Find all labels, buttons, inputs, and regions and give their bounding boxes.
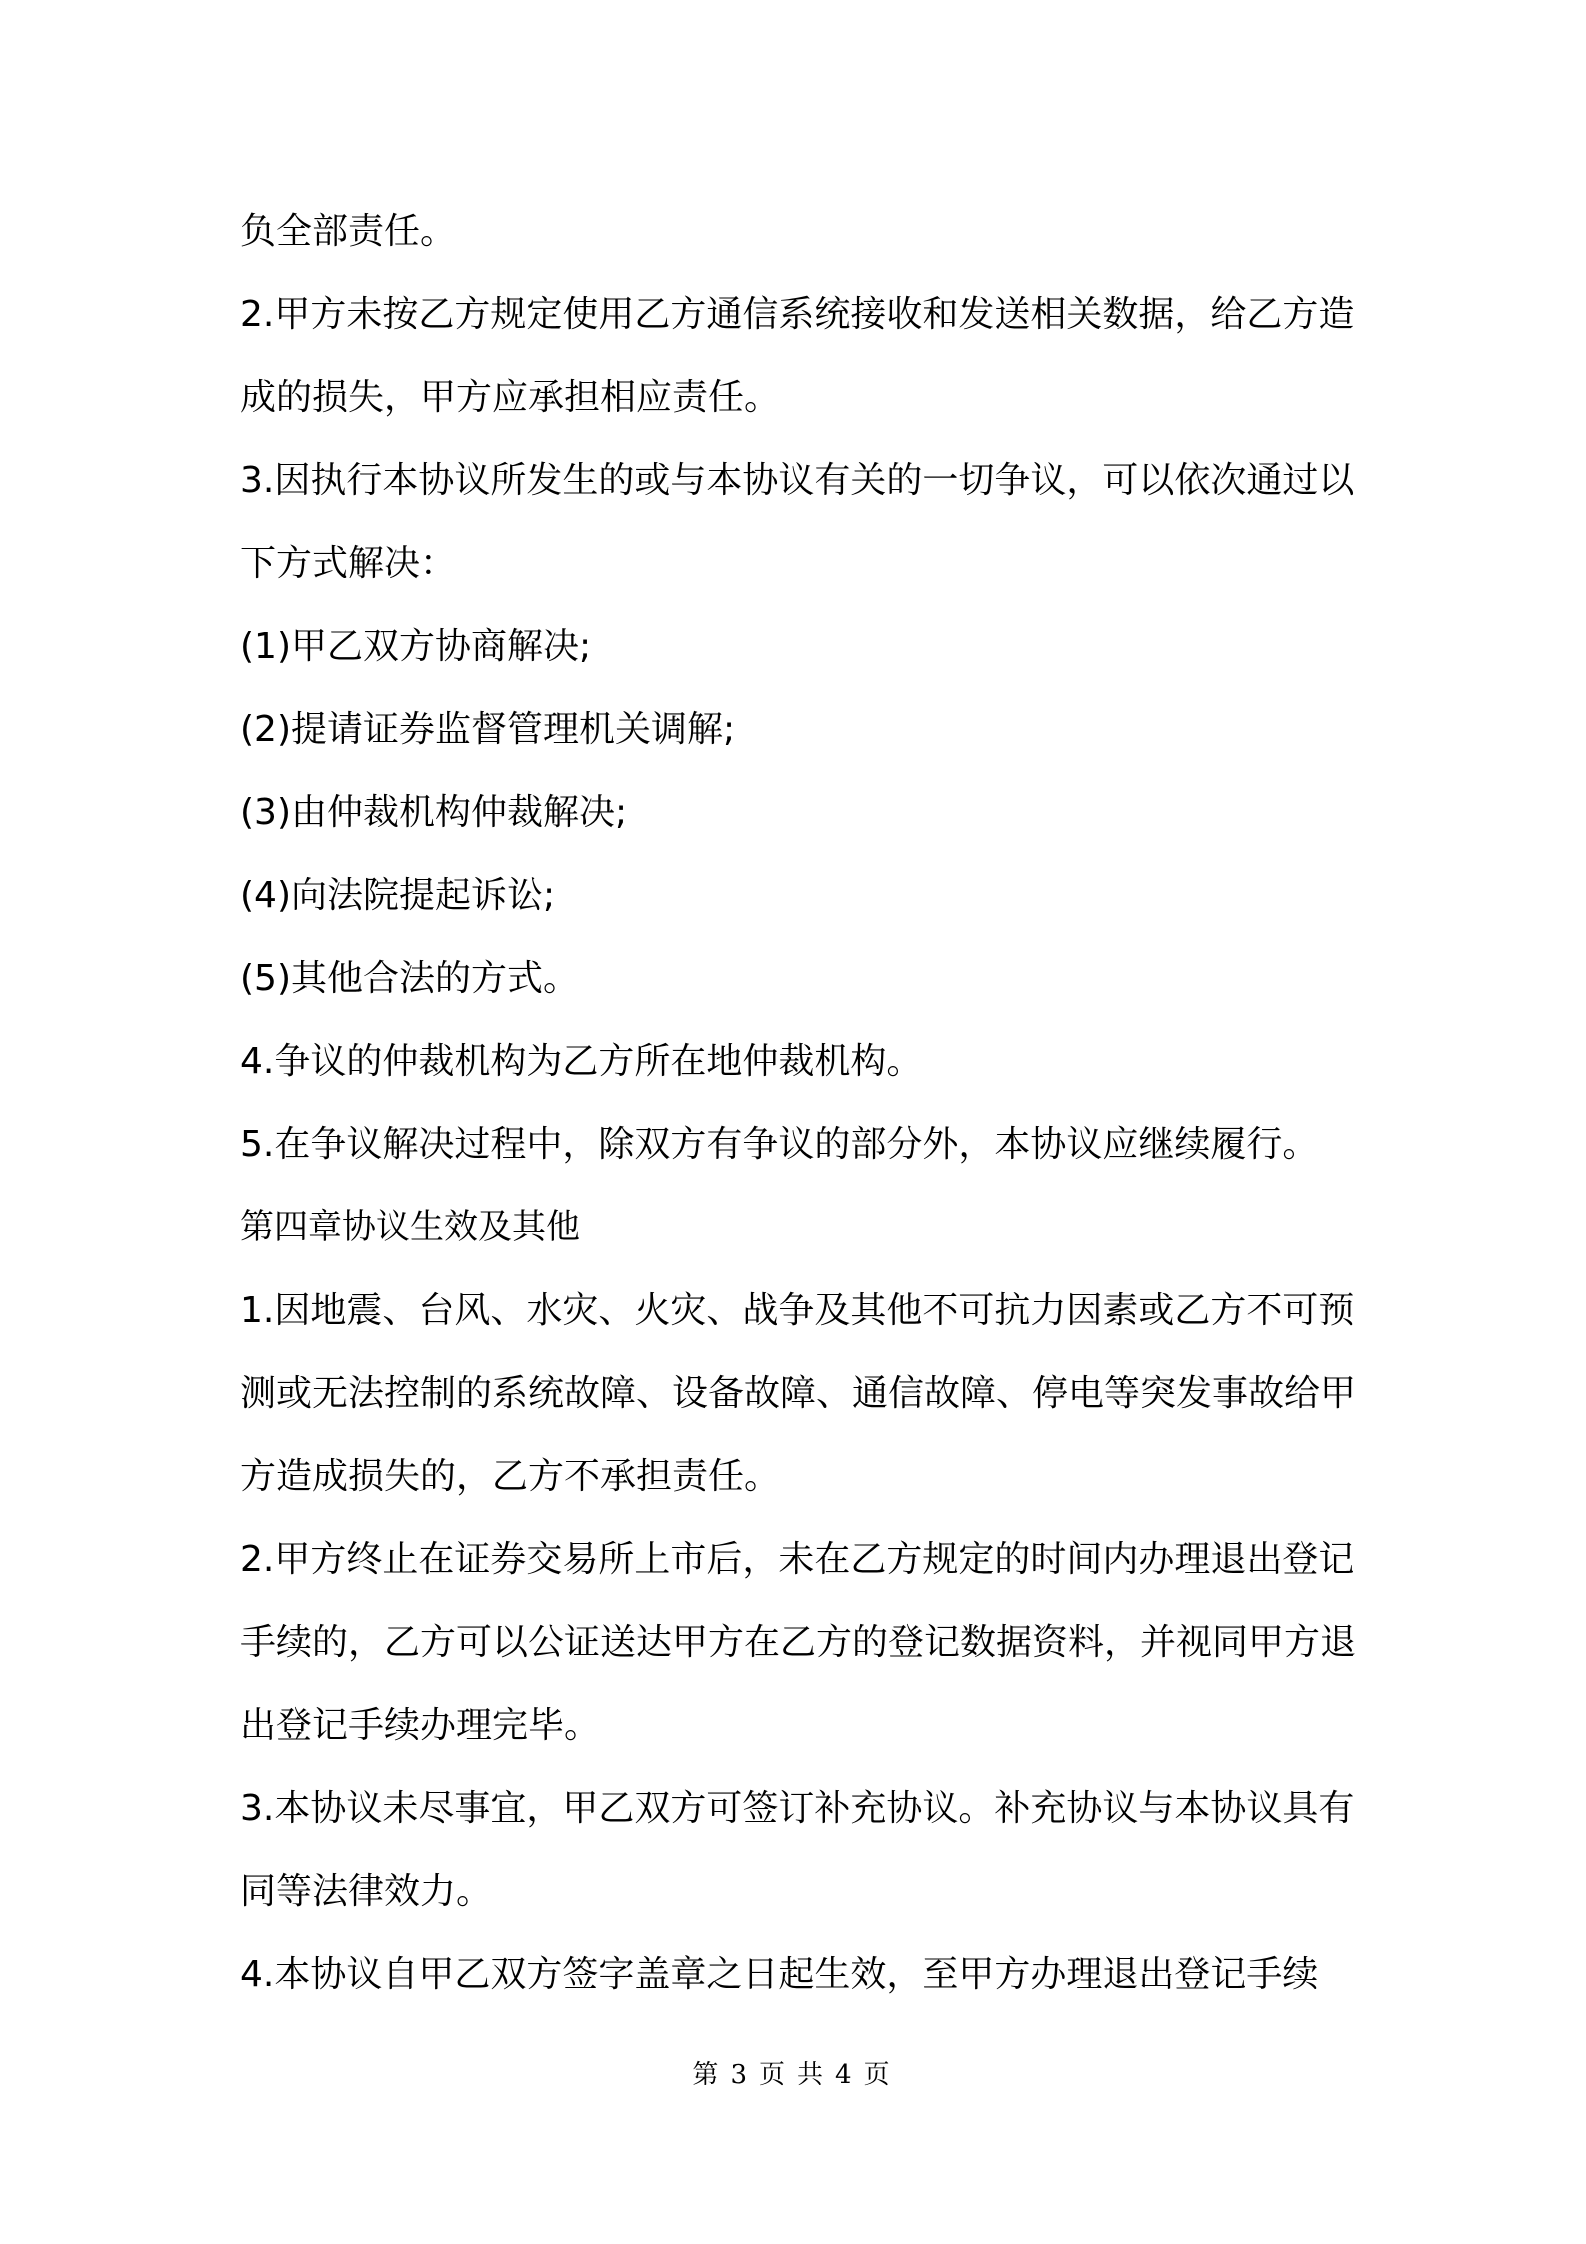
footer-total-pages: 4 [835,2060,856,2090]
footer-page-label: 页 [758,2060,789,2090]
paragraph-clause-5: 5.在争议解决过程中，除双方有争议的部分外，本协议应继续履行。 [240,1124,1319,1165]
paragraph-option-4: (4)向法院提起诉讼; [240,875,556,916]
paragraph-clause-4: 4.争议的仲裁机构为乙方所在地仲裁机构。 [240,1041,923,1082]
paragraph-ch4-clause-1: 1.因地震、台风、水灾、火灾、战争及其他不可抗力因素或乙方不可预测或无法控制的系统故障、设备故障、通信故障、停电等突发事故给甲方造成损失的，乙方不承担责任。 [240,1290,1357,1497]
paragraph-option-3: (3)由仲裁机构仲裁解决; [240,792,628,833]
paragraph-option-2: (2)提请证券监督管理机关调解; [240,709,736,750]
footer-suffix: 页 [863,2060,894,2090]
paragraph-option-1: (1)甲乙双方协商解决; [240,626,592,667]
paragraph-ch4-clause-3: 3.本协议未尽事宜，甲乙双方可签订补充协议。补充协议与本协议具有同等法律效力。 [240,1788,1355,1912]
paragraph-clause-2: 2.甲方未按乙方规定使用乙方通信系统接收和发送相关数据，给乙方造成的损失，甲方应承担相应责任。 [240,294,1355,418]
page-footer [0,2054,1586,2091]
chapter-heading: 第四章协议生效及其他 [240,1207,580,1247]
paragraph-clause-3: 3.因执行本协议所发生的或与本协议有关的一切争议，可以依次通过以下方式解决： [240,460,1355,584]
paragraph-ch4-clause-4: 4.本协议自甲乙双方签字盖章之日起生效，至甲方办理退出登记手续 [240,1954,1319,1995]
footer-total-label: 共 [797,2060,828,2090]
paragraph-continuation: 负全部责任。 [240,211,457,252]
paragraph-ch4-clause-2: 2.甲方终止在证券交易所上市后，未在乙方规定的时间内办理退出登记手续的，乙方可以公证送达甲方在乙方的登记数据资料，并视同甲方退出登记手续办理完毕。 [240,1539,1357,1746]
paragraph-option-5: (5)其他合法的方式。 [240,958,579,999]
footer-prefix: 第 [692,2060,723,2090]
document-body [240,190,1360,2016]
footer-current-page: 3 [730,2060,751,2090]
